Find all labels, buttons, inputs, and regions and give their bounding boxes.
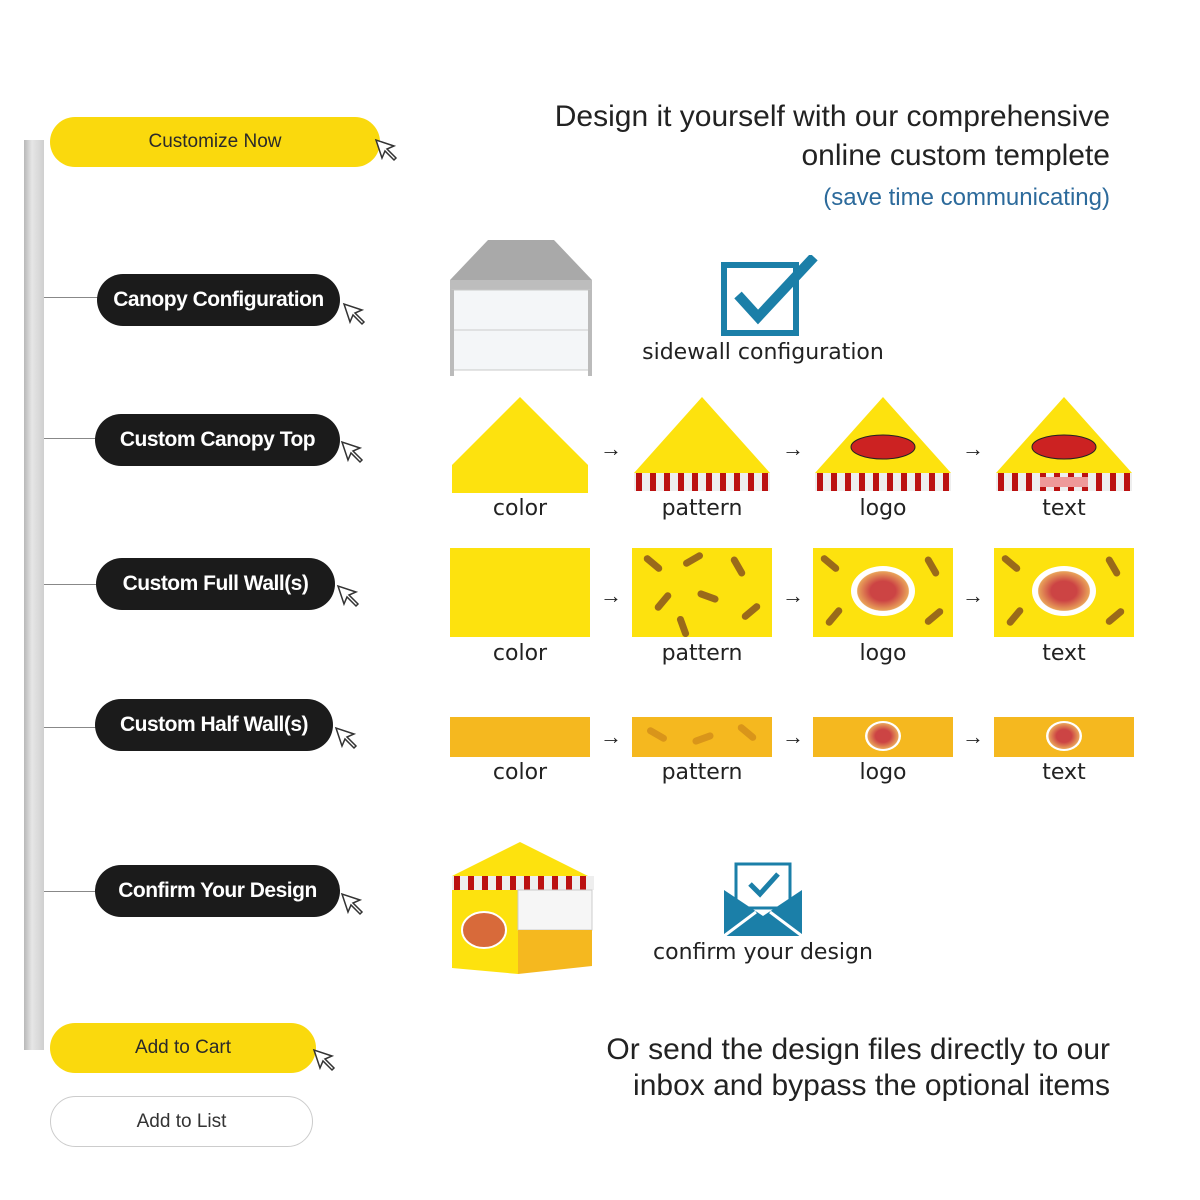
canopy-top-logo-image	[813, 395, 953, 493]
envelope-check-icon	[722, 860, 804, 938]
full-wall-text-image	[994, 548, 1134, 637]
arrow-right-icon: →	[962, 436, 984, 461]
confirm-your-design-button[interactable]	[95, 865, 340, 917]
checkbox-check-icon	[720, 255, 818, 337]
half-wall-text-image	[994, 717, 1134, 757]
custom-full-walls-button[interactable]	[96, 558, 335, 610]
stage-label-text: text	[1042, 496, 1086, 521]
custom-canopy-top-button[interactable]	[95, 414, 340, 466]
cursor-icon	[312, 1048, 338, 1074]
half-wall-logo-image	[813, 717, 953, 757]
footer-line-2: inbox and bypass the optional items	[633, 1069, 1110, 1102]
stage-label-color: color	[492, 496, 548, 521]
custom-half-walls-button[interactable]	[95, 699, 333, 751]
stage-label-logo: logo	[859, 496, 907, 521]
customize-now-button[interactable]	[50, 117, 380, 167]
stage-label-logo: logo	[859, 641, 907, 666]
header-line-2: online custom templete	[801, 139, 1110, 172]
sidewall-configuration-label: sidewall configuration	[642, 340, 884, 365]
arrow-right-icon: →	[962, 583, 984, 608]
cursor-icon	[336, 584, 362, 610]
cursor-icon	[340, 440, 366, 466]
custom-tent-preview-image	[448, 838, 598, 978]
header-line-1: Design it yourself with our comprehensive	[554, 100, 1110, 133]
cursor-icon	[340, 892, 366, 918]
half-wall-color-image	[450, 717, 590, 757]
canopy-top-pattern-image	[632, 395, 772, 493]
customize-now-label: Customize Now	[148, 131, 282, 152]
full-wall-color-image	[450, 548, 590, 637]
stage-label-pattern: pattern	[661, 760, 743, 785]
arrow-right-icon: →	[962, 724, 984, 749]
stage-label-text: text	[1042, 641, 1086, 666]
connector-line	[44, 297, 99, 298]
progress-rail	[24, 140, 44, 1050]
stage-label-logo: logo	[859, 760, 907, 785]
connector-line	[44, 584, 98, 585]
arrow-right-icon: →	[600, 436, 622, 461]
cursor-icon	[334, 726, 360, 752]
connector-line	[44, 727, 97, 728]
header-subtitle: (save time communicating)	[823, 184, 1110, 211]
connector-line	[44, 438, 97, 439]
arrow-right-icon: →	[782, 583, 804, 608]
arrow-right-icon: →	[600, 583, 622, 608]
arrow-right-icon: →	[600, 724, 622, 749]
connector-line	[44, 891, 97, 892]
stage-label-pattern: pattern	[661, 641, 743, 666]
custom-canopy-top-label: Custom Canopy Top	[119, 428, 316, 451]
half-wall-pattern-image	[632, 717, 772, 757]
canopy-top-color-image	[450, 395, 590, 493]
cursor-icon	[342, 302, 368, 328]
confirm-your-design-label: Confirm Your Design	[118, 879, 317, 902]
full-wall-logo-image	[813, 548, 953, 637]
add-to-cart-button[interactable]	[50, 1023, 316, 1073]
canopy-top-text-image	[994, 395, 1134, 493]
add-to-cart-label: Add to Cart	[134, 1037, 232, 1058]
add-to-list-button[interactable]	[50, 1096, 313, 1147]
arrow-right-icon: →	[782, 436, 804, 461]
add-to-list-label: Add to List	[136, 1110, 227, 1132]
canopy-configuration-button[interactable]	[97, 274, 340, 326]
arrow-right-icon: →	[782, 724, 804, 749]
stage-label-color: color	[492, 760, 548, 785]
full-wall-pattern-image	[632, 548, 772, 637]
canopy-configuration-label: Canopy Configuration	[113, 288, 324, 311]
stage-label-color: color	[492, 641, 548, 666]
cursor-icon	[374, 138, 400, 164]
footer-line-1: Or send the design files directly to our	[606, 1033, 1110, 1066]
custom-full-walls-label: Custom Full Wall(s)	[122, 572, 309, 595]
custom-half-walls-label: Custom Half Wall(s)	[119, 713, 309, 736]
confirm-your-design-caption: confirm your design	[653, 940, 873, 965]
stage-label-pattern: pattern	[661, 496, 743, 521]
canopy-tent-image	[448, 238, 594, 378]
stage-label-text: text	[1042, 760, 1086, 785]
